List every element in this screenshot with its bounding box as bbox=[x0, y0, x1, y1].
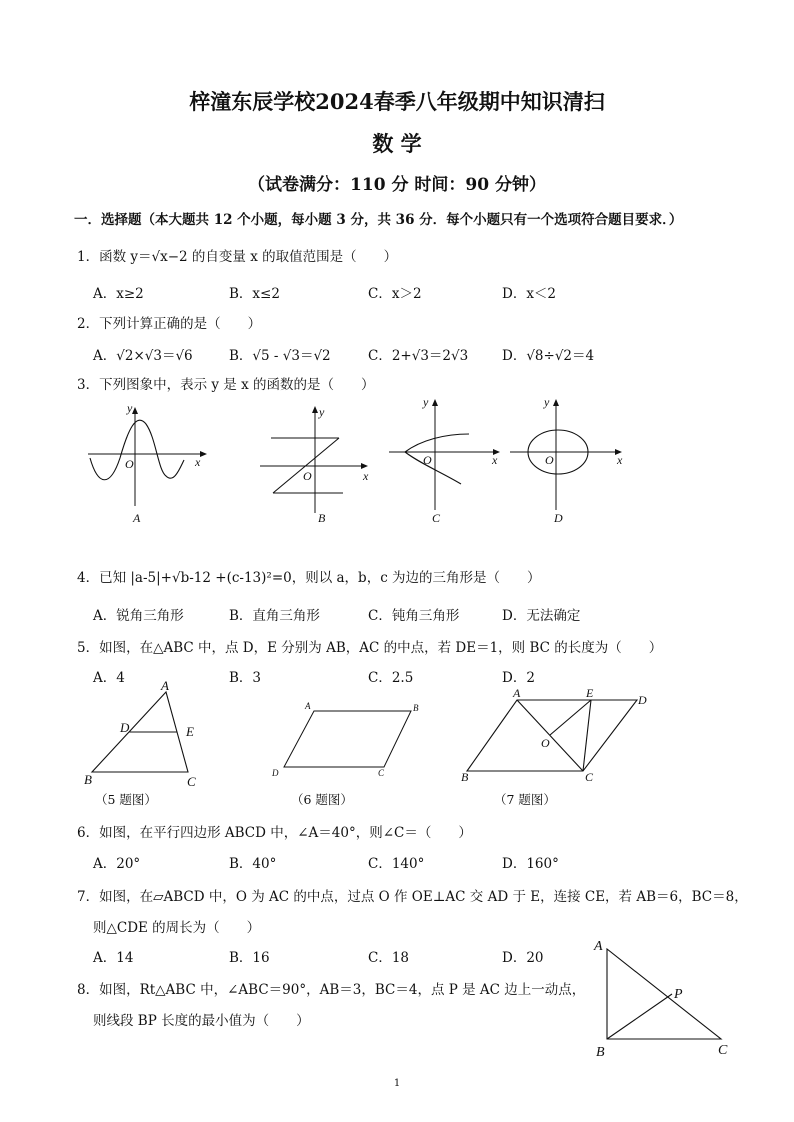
fig6-label-d: D bbox=[272, 768, 279, 778]
figure-5-caption: （5 题图） bbox=[95, 792, 157, 807]
section-heading: 一．选择题（本大题共 12 个小题，每小题 3 分，共 36 分．每个小题只有一个选项符合题目要求．） bbox=[74, 212, 683, 228]
graph-d-x-label: x bbox=[617, 453, 623, 467]
fig8-label-b: B bbox=[596, 1045, 605, 1060]
fig5-label-c: C bbox=[187, 774, 196, 789]
question-6-stem: 6．如图，在平行四边形 ABCD 中，∠A＝40°，则∠C＝（ ） bbox=[77, 825, 472, 841]
graph-b-origin: O bbox=[303, 469, 312, 483]
graph-c bbox=[385, 392, 515, 528]
q6-option-d: D．160° bbox=[502, 856, 559, 872]
figure-6 bbox=[268, 700, 418, 780]
exam-meta: （试卷满分：110 分 时间：90 分钟） bbox=[248, 175, 546, 195]
q7-option-c: C．18 bbox=[368, 950, 410, 966]
q6-option-b: B．40° bbox=[229, 856, 277, 872]
fig5-label-b: B bbox=[84, 772, 92, 787]
q4-option-d: D．无法确定 bbox=[502, 608, 581, 624]
fig7-label-a: A bbox=[513, 686, 521, 700]
subject-title: 数 学 bbox=[372, 131, 422, 156]
figure-6-caption: （6 题图） bbox=[291, 792, 353, 807]
q5-option-c: C．2.5 bbox=[368, 670, 414, 686]
fig5-label-a: A bbox=[161, 678, 169, 693]
q4-option-b: B．直角三角形 bbox=[229, 608, 320, 624]
graph-a-label: A bbox=[133, 511, 141, 525]
graph-a bbox=[80, 398, 210, 528]
fig5-label-d: D bbox=[120, 720, 130, 735]
graph-b bbox=[255, 398, 385, 528]
fig7-label-b: B bbox=[461, 770, 469, 784]
q5-option-b: B．3 bbox=[229, 670, 262, 686]
exam-title: 梓潼东辰学校2024春季八年级期中知识清扫 bbox=[189, 89, 605, 114]
graph-d-y-label: y bbox=[544, 395, 550, 409]
fig5-label-e: E bbox=[186, 724, 194, 739]
graph-c-x-label: x bbox=[492, 453, 498, 467]
q5-option-a: A．4 bbox=[93, 670, 125, 686]
q6-option-a: A．20° bbox=[93, 856, 141, 872]
graph-a-x-label: x bbox=[195, 455, 201, 469]
figure-7-caption: （7 题图） bbox=[494, 792, 556, 807]
q1-option-a: A．x≥2 bbox=[93, 286, 144, 302]
graph-b-label: B bbox=[318, 511, 326, 525]
fig6-label-b: B bbox=[413, 703, 419, 713]
fig7-label-c: C bbox=[585, 770, 594, 784]
fig8-label-p: P bbox=[674, 987, 683, 1002]
graph-a-y-label: y bbox=[127, 401, 133, 415]
graph-c-label: C bbox=[432, 511, 441, 525]
q2-option-d: D．√8÷√2＝4 bbox=[502, 348, 595, 364]
question-5-stem: 5．如图，在△ABC 中，点 D，E 分别为 AB，AC 的中点，若 DE＝1，则 BC 的长度为（ ） bbox=[77, 640, 663, 656]
question-1-stem: 1．函数 y＝√x−2 的自变量 x 的取值范围是（ ） bbox=[77, 249, 398, 265]
graph-a-origin: O bbox=[125, 457, 134, 471]
graph-d bbox=[505, 392, 635, 528]
fig6-label-c: C bbox=[378, 768, 385, 778]
fig7-label-d: D bbox=[638, 693, 647, 707]
question-8-stem: 8．如图，Rt△ABC 中，∠ABC＝90°，AB＝3，BC＝4，点 P 是 AC 边上一动点， bbox=[77, 982, 586, 998]
question-7-stem-cont: 则△CDE 的周长为（ ） bbox=[93, 920, 261, 936]
fig8-label-a: A bbox=[594, 939, 603, 954]
graph-c-y-label: y bbox=[423, 395, 429, 409]
figure-8 bbox=[590, 936, 740, 1066]
q2-option-c: C．2+√3＝2√3 bbox=[368, 348, 469, 364]
figure-5 bbox=[80, 680, 210, 790]
q7-option-a: A．14 bbox=[93, 950, 134, 966]
graph-b-y-label: y bbox=[319, 405, 325, 419]
question-7-stem: 7．如图，在▱ABCD 中，O 为 AC 的中点，过点 O 作 OE⊥AC 交 AD 于 E，连接 CE，若 AB＝6，BC＝8， bbox=[77, 889, 748, 905]
question-8-stem-cont: 则线段 BP 长度的最小值为（ ） bbox=[93, 1013, 310, 1029]
q7-option-b: B．16 bbox=[229, 950, 270, 966]
figure-7 bbox=[455, 685, 655, 785]
fig7-label-e: E bbox=[586, 686, 594, 700]
question-4-stem: 4．已知 |a-5|+√b-12 +(c-13)²=0，则以 a，b，c 为边的三角形是（ ） bbox=[77, 570, 541, 586]
q4-option-c: C．钝角三角形 bbox=[368, 608, 460, 624]
question-3-stem: 3．下列图象中，表示 y 是 x 的函数的是（ ） bbox=[77, 377, 375, 393]
q1-option-b: B．x≤2 bbox=[229, 286, 280, 302]
question-2-stem: 2．下列计算正确的是（ ） bbox=[77, 316, 262, 332]
fig6-label-a: A bbox=[305, 701, 311, 711]
fig7-label-o: O bbox=[541, 736, 550, 750]
q5-option-d: D．2 bbox=[502, 670, 535, 686]
graph-b-x-label: x bbox=[363, 469, 369, 483]
q6-option-c: C．140° bbox=[368, 856, 425, 872]
graph-c-origin: O bbox=[423, 453, 432, 467]
q2-option-b: B．√5 - √3＝√2 bbox=[229, 348, 331, 364]
page-number: 1 bbox=[393, 1078, 401, 1089]
graph-d-label: D bbox=[554, 511, 563, 525]
q1-option-d: D．x＜2 bbox=[502, 286, 557, 302]
graph-d-origin: O bbox=[545, 453, 554, 467]
q4-option-a: A．锐角三角形 bbox=[93, 608, 184, 624]
fig8-label-c: C bbox=[718, 1043, 728, 1058]
q7-option-d: D．20 bbox=[502, 950, 544, 966]
q1-option-c: C．x＞2 bbox=[368, 286, 422, 302]
q2-option-a: A．√2×√3＝√6 bbox=[93, 348, 193, 364]
